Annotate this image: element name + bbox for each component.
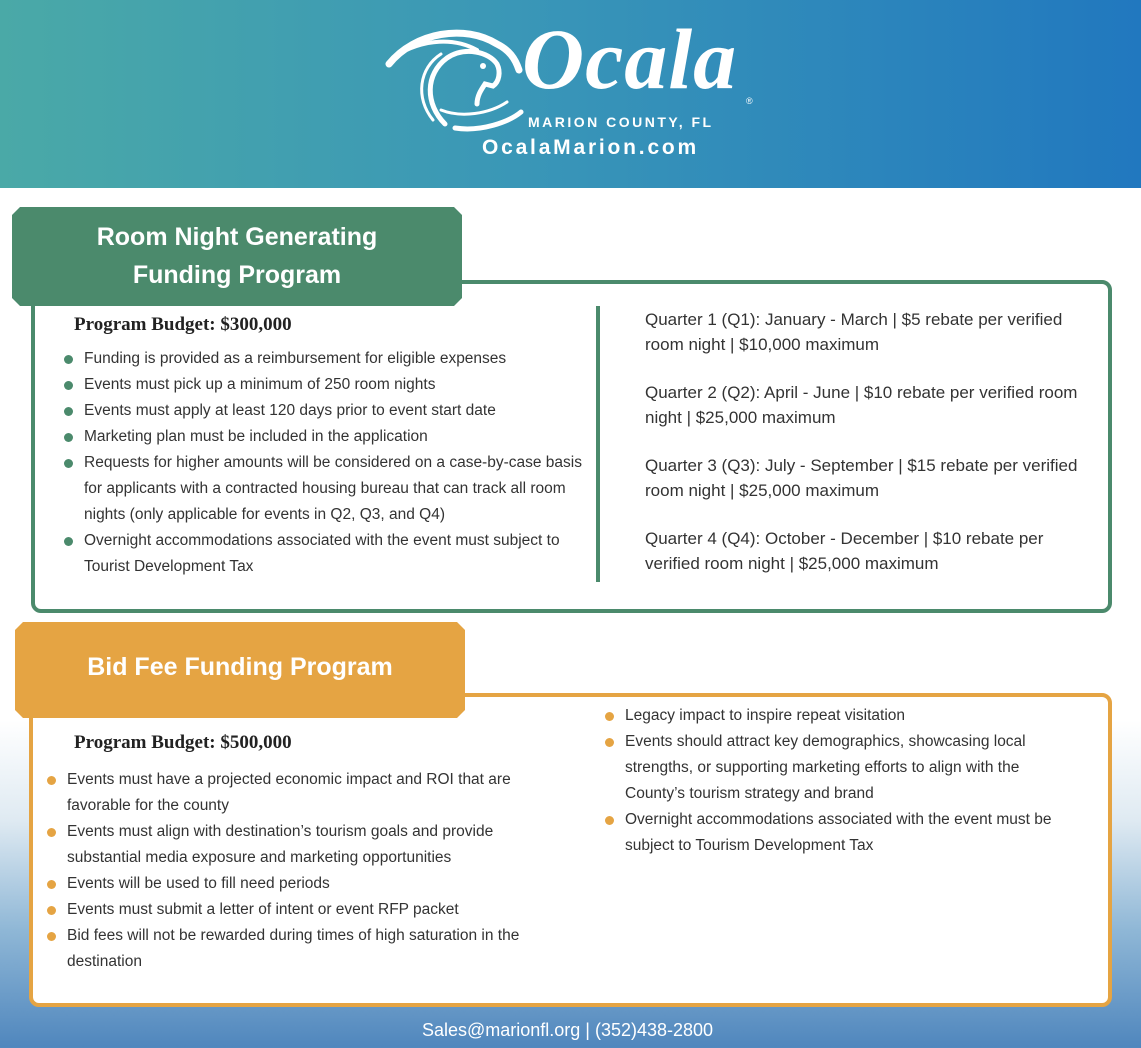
quarter-1-info: Quarter 1 (Q1): January - March | $5 rebate per verified room night | $10,000 maximum [645,310,1063,354]
quarter-2-info: Quarter 2 (Q2): April - June | $10 rebate per verified room night | $25,000 maximum [645,383,1078,427]
list-item: Legacy impact to inspire repeat visitation [605,703,1055,729]
bullet-icon [605,816,614,825]
bullet-icon [47,932,56,941]
bullet-icon [64,355,73,364]
bullet-icon [47,828,56,837]
list-item: Overnight accommodations associated with the event must subject to Tourist Development Tax [64,528,594,580]
bullet-icon [47,880,56,889]
list-item: Events must pick up a minimum of 250 room nights [64,372,594,398]
bullet-icon [64,433,73,442]
bullet-icon [64,537,73,546]
quarter-3-info: Quarter 3 (Q3): July - September | $15 rebate per verified room night | $25,000 maximum [645,456,1078,500]
bid-fee-additional-list [605,703,1055,859]
bid-fee-requirements-list [47,767,547,975]
room-night-title-line2: Funding Program [132,261,342,289]
bullet-icon [605,712,614,721]
list-item: Requests for higher amounts will be considered on a case-by-case basis for applicants with a contracted housing bureau that can track all room nights (only applicable for events in Q2, Q3, and Q4) [64,450,594,528]
bid-fee-budget: Program Budget: $500,000 [74,732,292,753]
list-item: Funding is provided as a reimbursement for eligible expenses [64,346,594,372]
bullet-icon [64,459,73,468]
bullet-icon [605,738,614,747]
bullet-icon [64,381,73,390]
bullet-icon [64,407,73,416]
column-divider [596,306,600,582]
list-item: Bid fees will not be rewarded during times of high saturation in the destination [47,923,547,975]
room-night-title-line1: Room Night Generating [96,223,378,251]
list-item: Events will be used to fill need periods [47,871,547,897]
footer-contact[interactable]: Sales@marionfl.org | (352)438-2800 [421,1020,714,1040]
list-item: Events should attract key demographics, showcasing local strengths, or supporting marketing efforts to align with the County’s tourism strategy and brand [605,729,1055,807]
quarter-4-info: Quarter 4 (Q4): October - December | $10 rebate per verified room night | $25,000 maximum [645,529,1044,573]
list-item: Overnight accommodations associated with the event must be subject to Tourism Development Tax [605,807,1055,859]
bullet-icon [47,906,56,915]
quarterly-rebates [645,308,1085,600]
logo-wordmark: Ocala [522,11,738,107]
list-item: Marketing plan must be included in the application [64,424,594,450]
list-item: Events must submit a letter of intent or event RFP packet [47,897,547,923]
horse-head-logo-icon [385,24,525,134]
website-url[interactable]: OcalaMarion.com [481,136,700,159]
bid-fee-title: Bid Fee Funding Program [87,653,393,681]
list-item: Events must have a projected economic impact and ROI that are favorable for the county [47,767,547,819]
room-night-budget: Program Budget: $300,000 [74,314,292,335]
bullet-icon [47,776,56,785]
list-item: Events must align with destination’s tourism goals and provide substantial media exposure and marketing opportunities [47,819,547,871]
registered-mark: ® [746,96,753,106]
room-night-requirements-list [64,346,594,580]
header-banner [0,0,1141,188]
list-item: Events must apply at least 120 days prior to event start date [64,398,594,424]
logo-subtitle: MARION COUNTY, FL [528,114,714,130]
